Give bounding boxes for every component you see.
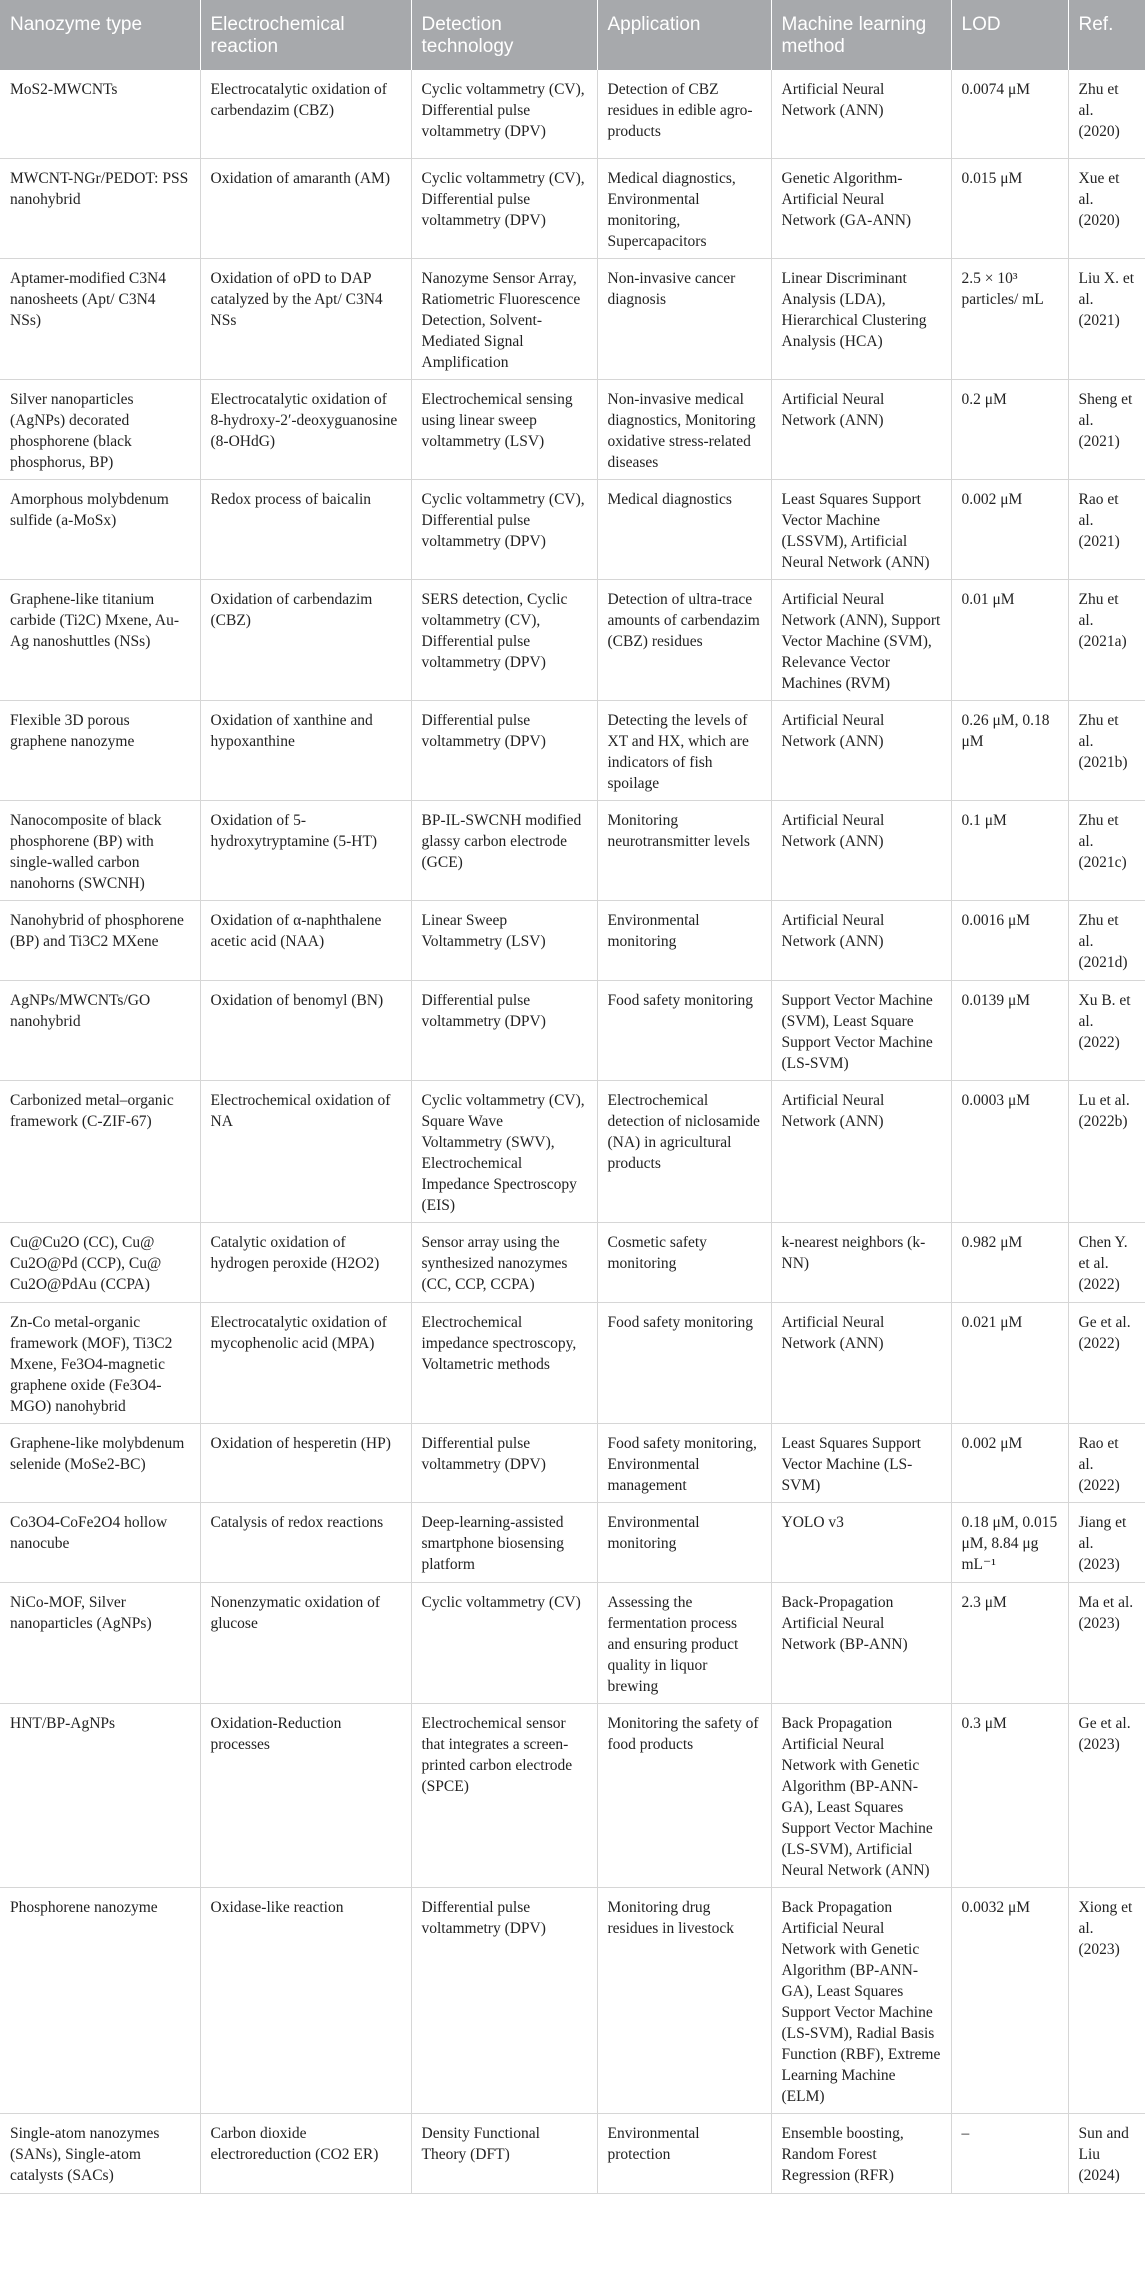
cell-nanozyme-type: Co3O4-CoFe2O4 hollow nanocube [0,1502,200,1582]
cell-ml-method: Artificial Neural Network (ANN) [771,70,951,158]
cell-ml-method: k-nearest neighbors (k-NN) [771,1222,951,1302]
table-row [0,379,1145,479]
cell-nanozyme-type: Nanocomposite of black phosphorene (BP) with single-walled carbon nanohorns (SWCNH) [0,800,200,900]
cell-detection-technology: Cyclic voltammetry (CV), Differential pulse voltammetry (DPV) [411,158,597,258]
cell-lod: 0.0032 μM [951,1887,1068,2113]
table-row [0,1502,1145,1582]
cell-nanozyme-type: Aptamer-modified C3N4 nanosheets (Apt/ C3N4 NSs) [0,258,200,379]
cell-ref: Liu X. et al. (2021) [1068,258,1145,379]
cell-nanozyme-type: HNT/BP-AgNPs [0,1703,200,1887]
cell-nanozyme-type: Flexible 3D porous graphene nanozyme [0,700,200,800]
cell-lod: 2.3 μM [951,1582,1068,1703]
cell-electrochemical-reaction: Oxidation-Reduction processes [200,1703,411,1887]
cell-application: Monitoring the safety of food products [597,1703,771,1887]
table-row [0,579,1145,700]
cell-electrochemical-reaction: Electrochemical oxidation of NA [200,1080,411,1222]
cell-electrochemical-reaction: Oxidation of amaranth (AM) [200,158,411,258]
cell-nanozyme-type: MoS2-MWCNTs [0,70,200,158]
cell-application: Assessing the fermentation process and ensuring product quality in liquor brewing [597,1582,771,1703]
cell-detection-technology: Electrochemical sensor that integrates a screen-printed carbon electrode (SPCE) [411,1703,597,1887]
cell-ref: Rao et al. (2021) [1068,479,1145,579]
cell-detection-technology: SERS detection, Cyclic voltammetry (CV), Differential pulse voltammetry (DPV) [411,579,597,700]
table-row [0,1302,1145,1423]
table-row [0,1222,1145,1302]
cell-electrochemical-reaction: Oxidation of hesperetin (HP) [200,1423,411,1502]
cell-application: Non-invasive cancer diagnosis [597,258,771,379]
table-row [0,158,1145,258]
cell-ref: Sheng et al. (2021) [1068,379,1145,479]
cell-electrochemical-reaction: Oxidation of oPD to DAP catalyzed by the Apt/ C3N4 NSs [200,258,411,379]
cell-electrochemical-reaction: Redox process of baicalin [200,479,411,579]
cell-application: Food safety monitoring [597,980,771,1080]
cell-ref: Chen Y. et al. (2022) [1068,1222,1145,1302]
cell-nanozyme-type: Amorphous molybdenum sulfide (a-MoSx) [0,479,200,579]
cell-ml-method: Least Squares Support Vector Machine (LS-SVM) [771,1423,951,1502]
header-row [0,0,1145,70]
cell-application: Food safety monitoring [597,1302,771,1423]
cell-lod: 0.982 μM [951,1222,1068,1302]
cell-lod: 0.3 μM [951,1703,1068,1887]
header-ref: Ref. [1068,0,1145,70]
cell-electrochemical-reaction: Oxidation of α-naphthalene acetic acid (NAA) [200,900,411,980]
table-row [0,900,1145,980]
cell-ml-method: YOLO v3 [771,1502,951,1582]
cell-electrochemical-reaction: Oxidation of 5-hydroxytryptamine (5-HT) [200,800,411,900]
cell-ref: Sun and Liu (2024) [1068,2113,1145,2193]
cell-ref: Zhu et al. (2021a) [1068,579,1145,700]
cell-ref: Zhu et al. (2021d) [1068,900,1145,980]
cell-ref: Ge et al. (2022) [1068,1302,1145,1423]
cell-lod: 0.002 μM [951,479,1068,579]
cell-ml-method: Least Squares Support Vector Machine (LSSVM), Artificial Neural Network (ANN) [771,479,951,579]
table-row [0,1582,1145,1703]
cell-detection-technology: Cyclic voltammetry (CV), Differential pulse voltammetry (DPV) [411,479,597,579]
cell-ref: Ma et al. (2023) [1068,1582,1145,1703]
cell-detection-technology: Differential pulse voltammetry (DPV) [411,1887,597,2113]
cell-detection-technology: BP-IL-SWCNH modified glassy carbon electrode (GCE) [411,800,597,900]
cell-ml-method: Artificial Neural Network (ANN), Support Vector Machine (SVM), Relevance Vector Machines (RVM) [771,579,951,700]
table-row [0,479,1145,579]
cell-detection-technology: Density Functional Theory (DFT) [411,2113,597,2193]
cell-ref: Lu et al. (2022b) [1068,1080,1145,1222]
cell-electrochemical-reaction: Electrocatalytic oxidation of mycophenolic acid (MPA) [200,1302,411,1423]
header-electrochemical-reaction: Electrochemical reaction [200,0,411,70]
cell-lod: 0.0016 μM [951,900,1068,980]
cell-lod: 0.002 μM [951,1423,1068,1502]
table-row [0,1080,1145,1222]
header-detection-technology: Detection technology [411,0,597,70]
cell-lod: 0.18 μM, 0.015 μM, 8.84 μg mL⁻¹ [951,1502,1068,1582]
cell-nanozyme-type: NiCo-MOF, Silver nanoparticles (AgNPs) [0,1582,200,1703]
cell-ref: Ge et al. (2023) [1068,1703,1145,1887]
cell-nanozyme-type: Single-atom nanozymes (SANs), Single-atom catalysts (SACs) [0,2113,200,2193]
cell-ml-method: Linear Discriminant Analysis (LDA), Hierarchical Clustering Analysis (HCA) [771,258,951,379]
cell-ml-method: Artificial Neural Network (ANN) [771,1080,951,1222]
cell-electrochemical-reaction: Catalytic oxidation of hydrogen peroxide (H2O2) [200,1222,411,1302]
cell-nanozyme-type: MWCNT-NGr/PEDOT: PSS nanohybrid [0,158,200,258]
cell-electrochemical-reaction: Nonenzymatic oxidation of glucose [200,1582,411,1703]
cell-nanozyme-type: Silver nanoparticles (AgNPs) decorated phosphorene (black phosphorus, BP) [0,379,200,479]
cell-electrochemical-reaction: Oxidase-like reaction [200,1887,411,2113]
cell-electrochemical-reaction: Oxidation of xanthine and hypoxanthine [200,700,411,800]
cell-application: Food safety monitoring, Environmental management [597,1423,771,1502]
cell-ref: Zhu et al. (2020) [1068,70,1145,158]
cell-nanozyme-type: Cu@Cu2O (CC), Cu@ Cu2O@Pd (CCP), Cu@ Cu2O@PdAu (CCPA) [0,1222,200,1302]
cell-nanozyme-type: Phosphorene nanozyme [0,1887,200,2113]
header-application: Application [597,0,771,70]
table-row [0,1703,1145,1887]
cell-ml-method: Artificial Neural Network (ANN) [771,379,951,479]
cell-ml-method: Back Propagation Artificial Neural Network with Genetic Algorithm (BP-ANN-GA), Least Squares Support Vector Machine (LS-SVM), Radial Basis Function (RBF), Extreme Learning Machine (ELM) [771,1887,951,2113]
cell-electrochemical-reaction: Oxidation of carbendazim (CBZ) [200,579,411,700]
cell-ref: Xiong et al. (2023) [1068,1887,1145,2113]
cell-application: Detecting the levels of XT and HX, which are indicators of fish spoilage [597,700,771,800]
cell-application: Electrochemical detection of niclosamide (NA) in agricultural products [597,1080,771,1222]
table-row [0,2113,1145,2193]
cell-application: Environmental monitoring [597,1502,771,1582]
cell-detection-technology: Cyclic voltammetry (CV), Square Wave Voltammetry (SWV), Electrochemical Impedance Spectroscopy (EIS) [411,1080,597,1222]
cell-lod: 0.2 μM [951,379,1068,479]
cell-ref: Jiang et al. (2023) [1068,1502,1145,1582]
cell-lod: 0.26 μM, 0.18 μM [951,700,1068,800]
table-row [0,258,1145,379]
cell-application: Cosmetic safety monitoring [597,1222,771,1302]
cell-nanozyme-type: AgNPs/MWCNTs/GO nanohybrid [0,980,200,1080]
cell-electrochemical-reaction: Electrocatalytic oxidation of carbendazim (CBZ) [200,70,411,158]
cell-nanozyme-type: Nanohybrid of phosphorene (BP) and Ti3C2 MXene [0,900,200,980]
cell-electrochemical-reaction: Electrocatalytic oxidation of 8-hydroxy-2′-deoxyguanosine (8-OHdG) [200,379,411,479]
cell-ml-method: Genetic Algorithm-Artificial Neural Network (GA-ANN) [771,158,951,258]
table-row [0,800,1145,900]
cell-application: Environmental monitoring [597,900,771,980]
cell-detection-technology: Cyclic voltammetry (CV) [411,1582,597,1703]
cell-detection-technology: Cyclic voltammetry (CV), Differential pulse voltammetry (DPV) [411,70,597,158]
table-row [0,700,1145,800]
cell-nanozyme-type: Graphene-like molybdenum selenide (MoSe2-BC) [0,1423,200,1502]
table-row [0,980,1145,1080]
cell-ml-method: Artificial Neural Network (ANN) [771,800,951,900]
cell-nanozyme-type: Graphene-like titanium carbide (Ti2C) Mxene, Au-Ag nanoshuttles (NSs) [0,579,200,700]
table-row [0,70,1145,158]
cell-ref: Xue et al. (2020) [1068,158,1145,258]
cell-detection-technology: Differential pulse voltammetry (DPV) [411,700,597,800]
header-lod: LOD [951,0,1068,70]
cell-application: Medical diagnostics, Environmental monitoring, Supercapacitors [597,158,771,258]
cell-ref: Rao et al. (2022) [1068,1423,1145,1502]
cell-detection-technology: Linear Sweep Voltammetry (LSV) [411,900,597,980]
cell-application: Detection of CBZ residues in edible agro-products [597,70,771,158]
cell-lod: 0.0074 μM [951,70,1068,158]
cell-ml-method: Artificial Neural Network (ANN) [771,1302,951,1423]
cell-ml-method: Artificial Neural Network (ANN) [771,900,951,980]
cell-lod: 0.0003 μM [951,1080,1068,1222]
cell-lod: 0.015 μM [951,158,1068,258]
cell-electrochemical-reaction: Oxidation of benomyl (BN) [200,980,411,1080]
cell-lod: 0.01 μM [951,579,1068,700]
cell-lod: 0.1 μM [951,800,1068,900]
cell-detection-technology: Nanozyme Sensor Array, Ratiometric Fluorescence Detection, Solvent-Mediated Signal Amplification [411,258,597,379]
cell-ml-method: Support Vector Machine (SVM), Least Square Support Vector Machine (LS-SVM) [771,980,951,1080]
cell-nanozyme-type: Carbonized metal–organic framework (C-ZIF-67) [0,1080,200,1222]
cell-ml-method: Back Propagation Artificial Neural Network with Genetic Algorithm (BP-ANN-GA), Least Squares Support Vector Machine (LS-SVM), Artificial Neural Network (ANN) [771,1703,951,1887]
cell-detection-technology: Sensor array using the synthesized nanozymes (CC, CCP, CCPA) [411,1222,597,1302]
cell-application: Monitoring drug residues in livestock [597,1887,771,2113]
cell-application: Environmental protection [597,2113,771,2193]
cell-lod: 0.0139 μM [951,980,1068,1080]
cell-detection-technology: Deep-learning-assisted smartphone biosensing platform [411,1502,597,1582]
header-nanozyme-type: Nanozyme type [0,0,200,70]
cell-electrochemical-reaction: Carbon dioxide electroreduction (CO2 ER) [200,2113,411,2193]
cell-detection-technology: Differential pulse voltammetry (DPV) [411,1423,597,1502]
table-row [0,1887,1145,2113]
cell-ref: Zhu et al. (2021c) [1068,800,1145,900]
cell-ref: Xu B. et al. (2022) [1068,980,1145,1080]
cell-detection-technology: Differential pulse voltammetry (DPV) [411,980,597,1080]
cell-electrochemical-reaction: Catalysis of redox reactions [200,1502,411,1582]
cell-ml-method: Ensemble boosting, Random Forest Regression (RFR) [771,2113,951,2193]
header-machine-learning-method: Machine learning method [771,0,951,70]
cell-ref: Zhu et al. (2021b) [1068,700,1145,800]
cell-detection-technology: Electrochemical sensing using linear sweep voltammetry (LSV) [411,379,597,479]
cell-application: Detection of ultra-trace amounts of carbendazim (CBZ) residues [597,579,771,700]
cell-ml-method: Artificial Neural Network (ANN) [771,700,951,800]
cell-lod: 0.021 μM [951,1302,1068,1423]
cell-application: Non-invasive medical diagnostics, Monitoring oxidative stress-related diseases [597,379,771,479]
cell-lod: – [951,2113,1068,2193]
cell-detection-technology: Electrochemical impedance spectroscopy, Voltametric methods [411,1302,597,1423]
table-row [0,1423,1145,1502]
cell-application: Monitoring neurotransmitter levels [597,800,771,900]
cell-ml-method: Back-Propagation Artificial Neural Network (BP-ANN) [771,1582,951,1703]
cell-nanozyme-type: Zn-Co metal-organic framework (MOF), Ti3C2 Mxene, Fe3O4-magnetic graphene oxide (Fe3O4-MGO) nanohybrid [0,1302,200,1423]
cell-lod: 2.5 × 10³ particles/ mL [951,258,1068,379]
cell-application: Medical diagnostics [597,479,771,579]
